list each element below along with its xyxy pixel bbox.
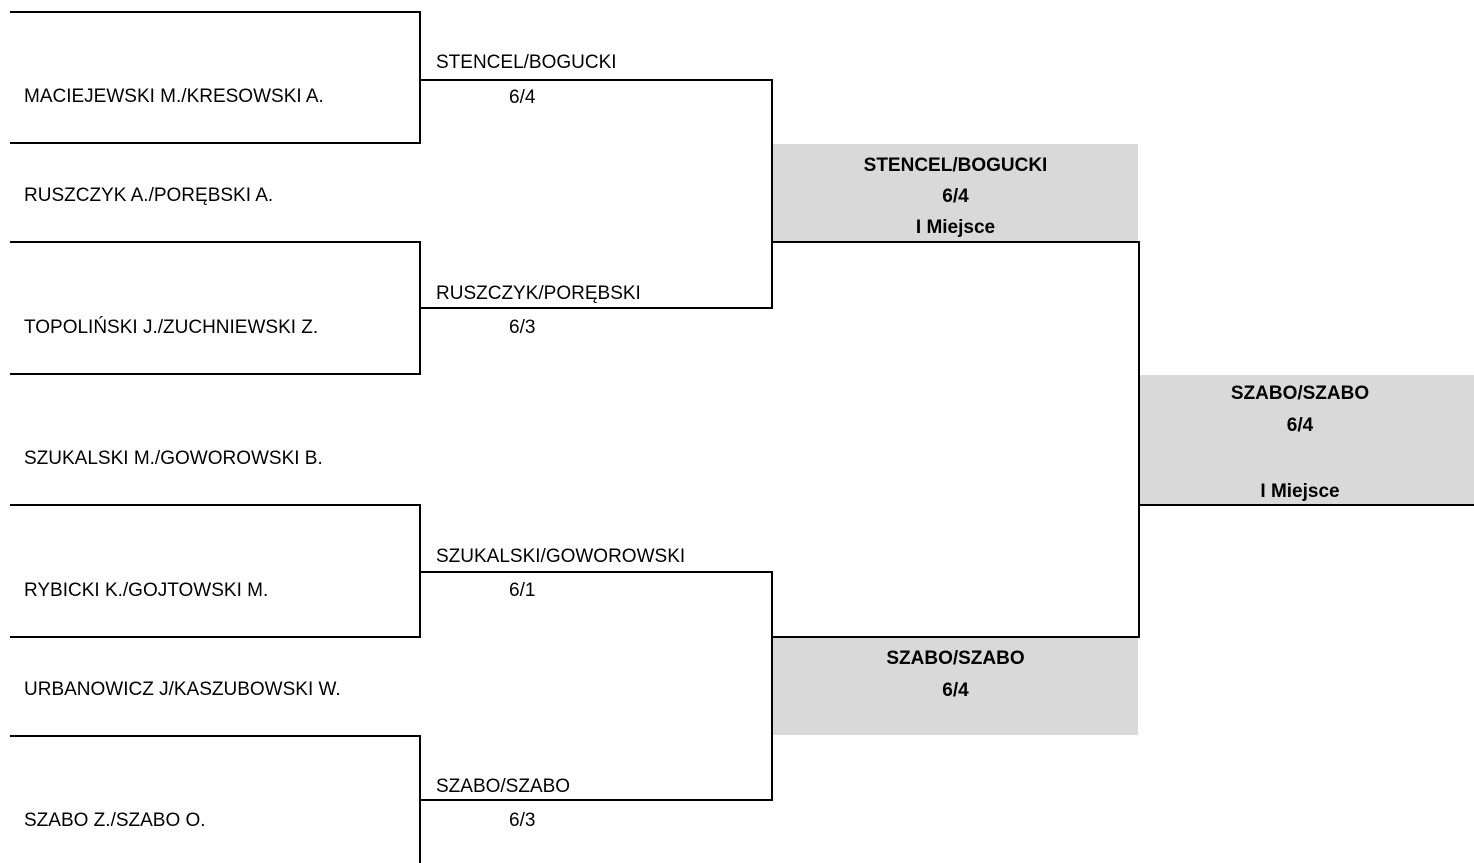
semi-bottom-score: 6/4 [942, 680, 969, 701]
semi-top-place: I Miejsce [915, 217, 996, 238]
line [10, 735, 421, 737]
line [10, 11, 421, 13]
line [421, 571, 773, 573]
player-2: RUSZCZYK A./PORĘBSKI A. [24, 185, 274, 206]
line [10, 142, 421, 144]
player-1: MACIEJEWSKI M./KRESOWSKI A. [24, 86, 324, 107]
final-name: SZABO/SZABO [1230, 383, 1370, 404]
player-7: SZABO Z./SZABO O. [24, 810, 206, 831]
match3-score: 6/1 [509, 580, 536, 601]
line [10, 241, 421, 243]
semi-top-score: 6/4 [942, 186, 969, 207]
final-place: I Miejsce [1260, 481, 1340, 502]
match3-winner: SZUKALSKI/GOWOROWSKI [436, 546, 686, 567]
line [10, 373, 421, 375]
match2-winner: RUSZCZYK/PORĘBSKI [436, 283, 641, 304]
match4-score: 6/3 [509, 810, 536, 831]
line [421, 307, 773, 309]
line [419, 11, 421, 144]
line [10, 636, 421, 638]
line [421, 79, 773, 81]
match1-score: 6/4 [509, 87, 536, 108]
line [10, 504, 421, 506]
match2-score: 6/3 [509, 317, 536, 338]
line [1140, 504, 1474, 506]
line [421, 799, 773, 801]
match1-winner: STENCEL/BOGUCKI [436, 52, 617, 73]
player-6: URBANOWICZ J/KASZUBOWSKI W. [24, 679, 341, 700]
match4-winner: SZABO/SZABO [436, 776, 571, 797]
player-5: RYBICKI K./GOJTOWSKI M. [24, 580, 269, 601]
semi-top-name: STENCEL/BOGUCKI [863, 155, 1048, 176]
line [773, 241, 1140, 243]
final-score: 6/4 [1286, 415, 1314, 436]
player-4: SZUKALSKI M./GOWOROWSKI B. [24, 448, 323, 469]
player-3: TOPOLIŃSKI J./ZUCHNIEWSKI Z. [24, 317, 319, 338]
semi-bottom-name: SZABO/SZABO [886, 648, 1025, 669]
